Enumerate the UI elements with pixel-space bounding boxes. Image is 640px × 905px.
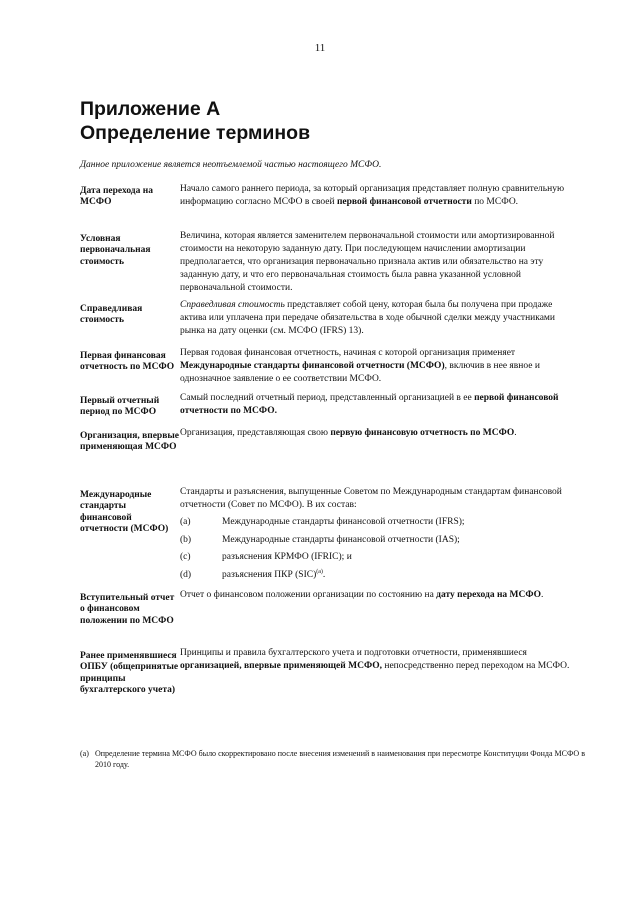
definition-opening-statement: Отчет о финансовом положении организации по состоянию на дату перехода на МСФО. [180,590,544,600]
definition-first-ifrs-period: Самый последний отчетный период, представленный организацией в ее первой финансовой отчетности по МСФО. [180,393,559,416]
title-line-appendix: Приложение А [80,98,221,120]
footnote-reference: (a) [316,568,323,575]
intro-text: Данное приложение является неотъемлемой частью настоящего МСФО. [80,160,382,170]
page-title [80,97,310,145]
term-ifrs: Международные стандарты финансовой отчетности (МСФО) [80,490,169,534]
term-previous-gaap: Ранее применявшиеся ОПБУ (общепринятые принципы бухгалтерского учета) [80,651,179,695]
definition-transition-date: Начало самого раннего периода, за который организация представляет полную сравнительную информацию согласно МСФО в своей первой финансовой отчетности по МСФО. [180,184,565,207]
term-deemed-cost: Условная первоначальная стоимость [80,234,151,267]
definition-first-time-adopter: Организация, представляющая свою первую финансовую отчетность по МСФО. [180,428,517,438]
term-first-ifrs-period: Первый отчетный период по МСФО [80,396,160,418]
term-first-ifrs-statements: Первая финансовая отчетность по МСФО [80,351,175,373]
definition-deemed-cost: Величина, которая является заменителем первоначальной стоимости или амортизированной стоимости на некоторую заданную дату. При последующем начислении амортизации предполагается, что организация первоначально признала актив или обязательство на эту заданную дату, и что его первоначальная стоимость была равна указанной условной первоначальной стоимости. [180,231,555,293]
term-first-time-adopter: Организация, впервые применяющая МСФО [80,431,179,453]
footnote-text: Определение термина МСФО было скорректировано после внесения изменений в наименования при пересмотре Конституции Фонда МСФО в 2010 году. [95,749,585,769]
term-transition-date: Дата перехода на МСФО [80,186,153,208]
definition-ifrs: Стандарты и разъяснения, выпущенные Советом по Международным стандартам финансовой отчетности (Совет по МСФО). В их состав: [180,487,562,510]
definition-first-ifrs-statements: Первая годовая финансовая отчетность, начиная с которой организация применяет Международные стандарты финансовой отчетности (МСФО), включив в нее явное и однозначное заявление о ее соответствии МСФО. [180,348,540,384]
footnote-mark: (a) [80,749,89,758]
page-number: 11 [314,42,326,54]
definition-fair-value: Справедливая стоимость представляет собой цену, которая была бы получена при продаже актива или уплачена при передаче обязательства в ходе обычной сделки между участниками рынка на дату оценки (см. МСФО (IFRS) 13). [180,300,556,336]
title-line-definitions: Определение терминов [80,122,311,144]
footnote [80,748,585,770]
term-opening-statement: Вступительный отчет о финансовом положении по МСФО [80,593,175,626]
definition-previous-gaap: Принципы и правила бухгалтерского учета и подготовки отчетности, применявшиеся организацией, впервые применяющей МСФО, непосредственно перед переходом на МСФО. [180,648,570,671]
term-fair-value: Справедливая стоимость [80,304,143,326]
